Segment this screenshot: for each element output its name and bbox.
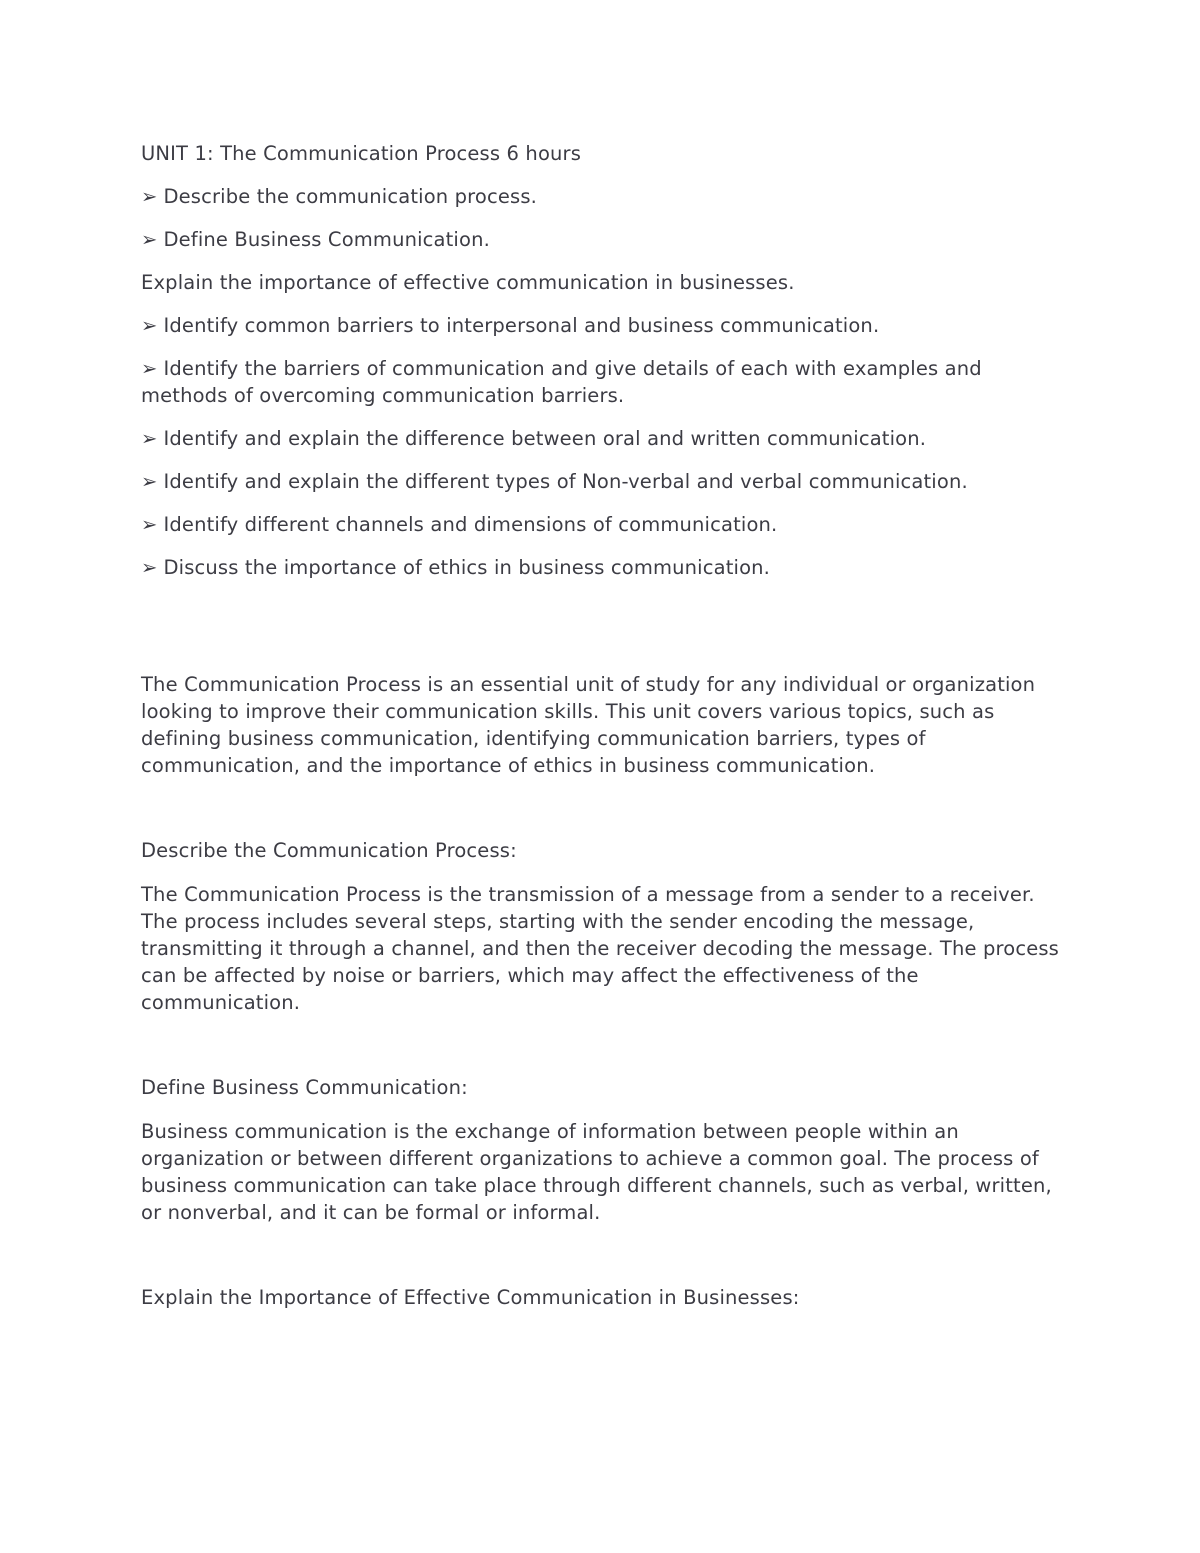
- bullet-arrow-icon: ➢: [141, 185, 158, 208]
- objective-item: [141, 226, 1071, 253]
- unit-heading: UNIT 1: The Communication Process 6 hours: [141, 142, 582, 165]
- objective-item: [141, 269, 1071, 296]
- objective-item: [141, 468, 1071, 495]
- section-body: Business communication is the exchange of information between people within an organization or between different organizations to achieve a common goal. The process of business communication can take place through different channels, such as verbal, written, or nonverbal, and it can be formal or informal.: [141, 1120, 1052, 1224]
- objective-item: [141, 183, 1071, 210]
- bullet-arrow-icon: ➢: [141, 427, 158, 450]
- objective-text: Identify and explain the different types of Non-verbal and verbal communication.: [163, 470, 968, 493]
- document-page: [141, 140, 1071, 1311]
- objective-item: [141, 425, 1071, 452]
- bullet-arrow-icon: ➢: [141, 556, 158, 579]
- bullet-arrow-icon: ➢: [141, 513, 158, 536]
- objective-item: [141, 554, 1071, 581]
- section-body: The Communication Process is the transmission of a message from a sender to a receiver. The process includes several steps, starting with the sender encoding the message, transmitting it through a channel, and then the receiver decoding the message. The process can be affected by noise or barriers, which may affect the effectiveness of the communication.: [141, 883, 1059, 1014]
- intro-paragraph: The Communication Process is an essential unit of study for any individual or organization looking to improve their communication skills. This unit covers various topics, such as defining business communication, identifying communication barriers, types of communication, and the importance of ethics in business communication.: [141, 673, 1036, 777]
- objective-text: Discuss the importance of ethics in business communication.: [163, 556, 771, 579]
- bullet-arrow-icon: ➢: [141, 357, 158, 380]
- bullet-arrow-icon: ➢: [141, 228, 158, 251]
- objective-text: Identify and explain the difference between oral and written communication.: [163, 427, 927, 450]
- objective-item: [141, 312, 1071, 339]
- objective-text: Identify different channels and dimensions of communication.: [163, 513, 778, 536]
- bullet-arrow-icon: ➢: [141, 470, 158, 493]
- objective-text: Describe the communication process.: [163, 185, 537, 208]
- objective-text: Identify the barriers of communication and give details of each with examples and methods of overcoming communication barriers.: [141, 357, 982, 407]
- objective-text: Explain the importance of effective communication in businesses.: [141, 271, 795, 294]
- objective-item: [141, 511, 1071, 538]
- objective-text: Define Business Communication.: [163, 228, 490, 251]
- section-title: Describe the Communication Process:: [141, 839, 517, 862]
- section-title: Explain the Importance of Effective Communication in Businesses:: [141, 1286, 800, 1309]
- objective-item: [141, 355, 1071, 409]
- objective-text: Identify common barriers to interpersonal and business communication.: [163, 314, 880, 337]
- bullet-arrow-icon: ➢: [141, 314, 158, 337]
- section-title: Define Business Communication:: [141, 1076, 468, 1099]
